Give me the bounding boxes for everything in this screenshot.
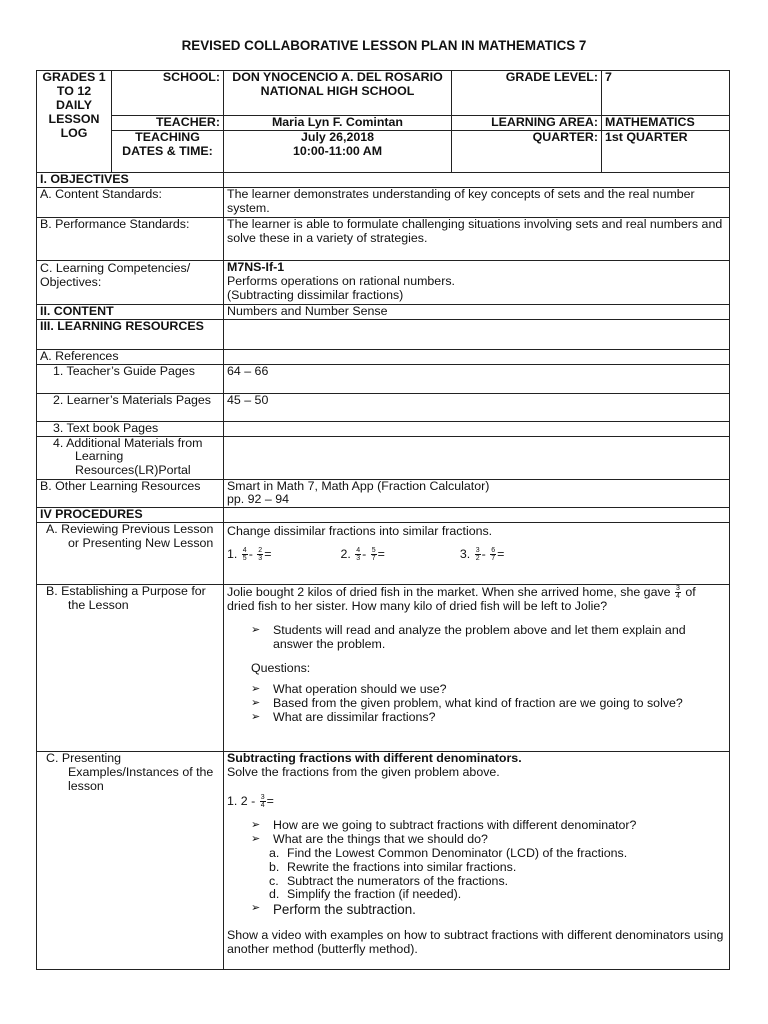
procedure-c-label: C. Presenting Examples/Instances of the lesson	[37, 752, 224, 970]
learners-materials-value: 45 – 50	[224, 393, 730, 421]
questions-label: Questions:	[251, 660, 311, 675]
procedure-c-intro: Solve the fractions from the given problem above.	[227, 765, 500, 780]
fraction: $\frac{4}{3}$	[356, 547, 361, 563]
procedure-b-instruction-list	[227, 624, 726, 652]
procedure-c-heading: Subtracting fractions with different denominators.	[227, 751, 522, 766]
time-value: 10:00-11:00 AM	[292, 143, 383, 158]
list-item: d. Simplify the fraction (if needed).	[269, 887, 462, 902]
content-value: Numbers and Number Sense	[224, 304, 730, 319]
content-heading: II. CONTENT	[37, 304, 224, 319]
competencies-cell	[224, 260, 730, 304]
references-label: A. References	[37, 349, 224, 364]
textbook-pages-value	[224, 421, 730, 436]
quarter-value: 1st QUARTER	[602, 130, 730, 172]
additional-materials-value	[224, 436, 730, 479]
resources-heading: III. LEARNING RESOURCES	[37, 319, 224, 349]
daily-lesson-log-label: GRADES 1 TO 12 DAILY LESSON LOG	[37, 71, 112, 173]
list-item: ➢ How are we going to subtract fractions with different denominator?	[251, 819, 726, 833]
procedure-a-item: 2. $\frac{4}{3}$ - $\frac{5}{7}$ =	[340, 546, 385, 563]
other-resources-value	[224, 479, 730, 508]
procedures-heading: IV PROCEDURES	[37, 508, 224, 523]
fraction: $\frac{3}{2}$	[475, 547, 480, 563]
fraction: $\frac{4}{5}$	[242, 547, 247, 563]
fraction: $\frac{6}{7}$	[491, 547, 496, 563]
other-resources-line-2: pp. 92 – 94	[227, 492, 290, 507]
quarter-label: QUARTER:	[452, 130, 602, 172]
list-item: a. Find the Lowest Common Denominator (LCD) of the fractions.	[269, 845, 628, 860]
procedure-a-item: 1. $\frac{4}{5}$ - $\frac{2}{3}$ =	[227, 546, 272, 563]
procedure-c-example: 1. 2 - $\frac{3}{4}$ =	[227, 793, 274, 810]
learners-materials-label: 2. Learner’s Materials Pages	[37, 393, 224, 421]
procedure-b-problem: Jolie bought 2 kilos of dried fish in the market. When she arrived home, she gave $\frac{3}{4}$ of dried fish to her sister. How many kilo of dried fish will be left to Jolie?	[227, 585, 696, 614]
objectives-heading: I. OBJECTIVES	[37, 172, 224, 187]
teaching-dates-label: TEACHING DATES & TIME:	[112, 130, 224, 172]
list-item: ➢ Perform the subtraction.	[251, 902, 726, 917]
school-value: DON YNOCENCIO A. DEL ROSARIO NATIONAL HIGH SCHOOL	[224, 71, 452, 116]
fraction: $\frac{2}{3}$	[258, 547, 263, 563]
competency-code: M7NS-If-1	[227, 259, 285, 274]
content-standards-label: A. Content Standards:	[37, 187, 224, 217]
teacher-value: Maria Lyn F. Comintan	[224, 116, 452, 131]
procedure-a-items	[227, 547, 726, 562]
content-standards-text: The learner demonstrates understanding of key concepts of sets and the real number system.	[224, 187, 730, 217]
list-item: ➢ Students will read and analyze the problem above and let them explain and answer the problem.	[251, 624, 726, 652]
fraction: $\frac{3}{4}$	[260, 794, 265, 810]
performance-standards-text: The learner is able to formulate challenging situations involving sets and real numbers and solve these in a variety of strategies.	[224, 217, 730, 260]
lesson-plan-table	[36, 70, 730, 970]
grade-level-value: 7	[602, 71, 730, 116]
teachers-guide-value: 64 – 66	[224, 364, 730, 393]
procedure-a-item: 3. $\frac{3}{2}$ - $\frac{6}{7}$ =	[459, 546, 505, 563]
procedure-a-cell	[224, 523, 730, 585]
procedure-b-questions	[227, 683, 726, 725]
additional-materials-label: 4. Additional Materials from Learning Resources(LR)Portal	[37, 436, 224, 479]
teacher-label: TEACHER:	[112, 116, 224, 131]
fraction: $\frac{5}{7}$	[371, 547, 376, 563]
list-item: ➢ What are dissimilar fractions?	[251, 711, 726, 725]
grade-level-label: GRADE LEVEL:	[452, 71, 602, 116]
list-item: ➢ What are the things that we should do?	[251, 833, 726, 847]
procedure-c-perform	[227, 902, 726, 917]
teachers-guide-label: 1. Teacher’s Guide Pages	[37, 364, 224, 393]
procedure-c-video: Show a video with examples on how to subtract fractions with different denominators using another method (butterfly method).	[227, 928, 724, 957]
competencies-label: C. Learning Competencies/ Objectives:	[37, 260, 224, 304]
other-resources-label: B. Other Learning Resources	[37, 479, 224, 508]
list-item: ➢ What operation should we use?	[251, 683, 726, 697]
competency-text: Performs operations on rational numbers.	[227, 273, 455, 288]
procedure-a-intro: Change dissimilar fractions into similar fractions.	[227, 524, 493, 539]
learning-area-value: MATHEMATICS	[602, 116, 730, 131]
date-value: July 26,2018	[300, 129, 375, 144]
procedure-c-cell	[224, 752, 730, 970]
school-label: SCHOOL:	[112, 71, 224, 116]
competency-note: (Subtracting dissimilar fractions)	[227, 287, 404, 302]
learning-area-label: LEARNING AREA:	[452, 116, 602, 131]
list-item: ➢ Based from the given problem, what kind of fraction are we going to solve?	[251, 697, 726, 711]
procedure-c-questions	[227, 819, 726, 847]
page-title: REVISED COLLABORATIVE LESSON PLAN IN MATHEMATICS 7	[181, 38, 587, 53]
list-item: c. Subtract the numerators of the fractions.	[269, 873, 509, 888]
teaching-dates-value	[224, 130, 452, 172]
procedure-b-cell	[224, 585, 730, 752]
performance-standards-label: B. Performance Standards:	[37, 217, 224, 260]
procedure-b-label: B. Establishing a Purpose for the Lesson	[37, 585, 224, 752]
procedure-c-steps	[227, 847, 726, 903]
fraction: $\frac{3}{4}$	[676, 585, 680, 601]
textbook-pages-label: 3. Text book Pages	[37, 421, 224, 436]
list-item: b. Rewrite the fractions into similar fractions.	[269, 859, 517, 874]
procedure-a-label: A. Reviewing Previous Lesson or Presenting New Lesson	[37, 523, 224, 585]
other-resources-line-1: Smart in Math 7, Math App (Fraction Calculator)	[227, 478, 490, 493]
